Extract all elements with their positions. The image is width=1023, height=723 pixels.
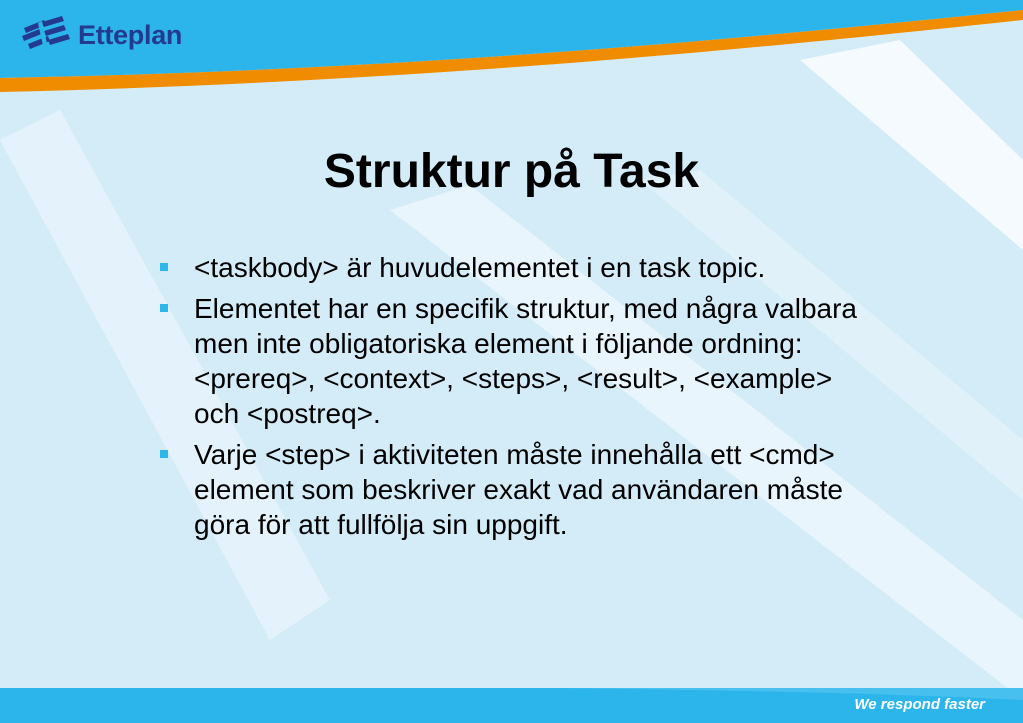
bullet-item [157, 437, 877, 542]
etteplan-logo [18, 14, 182, 56]
footer-tagline: We respond faster [854, 696, 985, 713]
slide-title: Struktur på Task [323, 145, 700, 198]
square-bullet-icon [160, 450, 168, 458]
bullet-text: Varje <step> i aktiviteten måste innehålla ett <cmd> element som beskriver exakt vad användaren måste göra för att fullfölja sin uppgift. [194, 439, 843, 540]
bullet-text: <taskbody> är huvudelementet i en task topic. [194, 252, 766, 283]
bullet-item [157, 291, 877, 431]
bullet-item [157, 250, 877, 285]
square-bullet-icon [160, 304, 168, 312]
bullet-list [157, 250, 877, 548]
etteplan-logo-icon [18, 14, 78, 56]
bullet-text: Elementet har en specifik struktur, med några valbara men inte obligatoriska element i följande ordning: <prereq>, <context>, <steps>, <result>, <example> och <postreq>. [194, 293, 858, 429]
square-bullet-icon [160, 263, 168, 271]
etteplan-logo-text: Etteplan [78, 19, 183, 50]
